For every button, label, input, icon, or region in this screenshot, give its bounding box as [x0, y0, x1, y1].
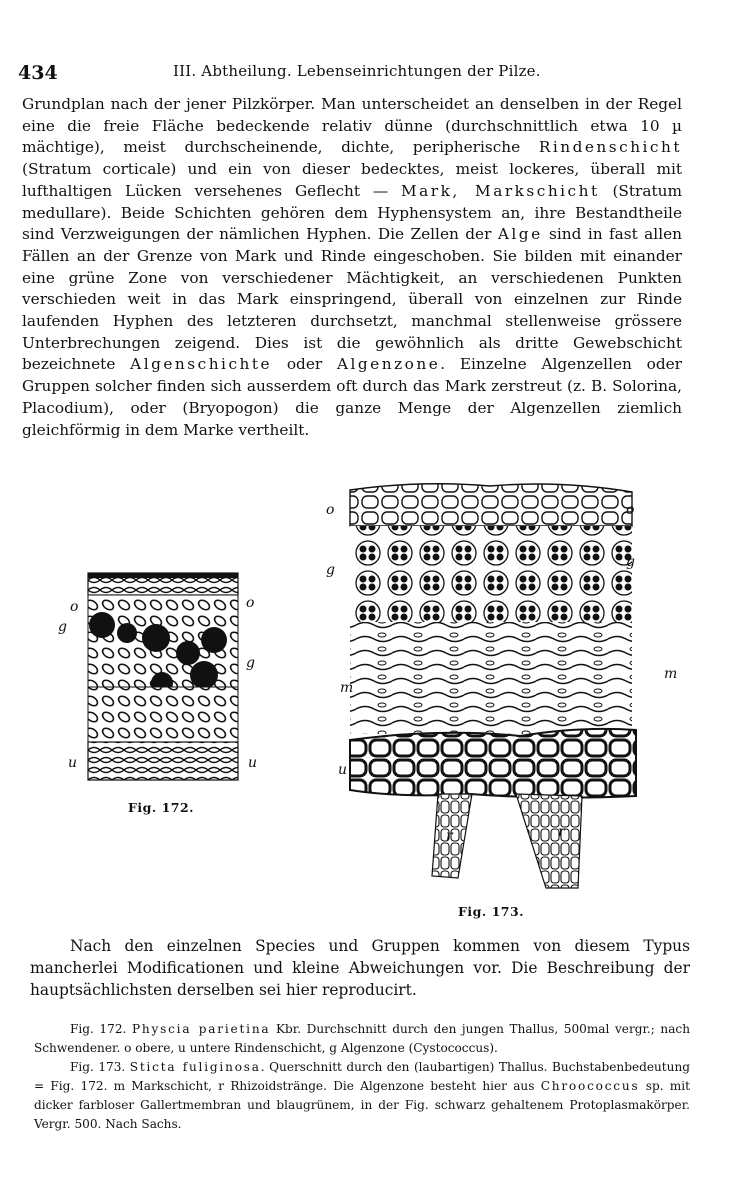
figure-172-caption: Fig. 172.: [128, 800, 195, 815]
label-m: m: [664, 666, 678, 682]
label-o: o: [626, 502, 635, 518]
text-run: (Stratum corticale) und ein von dieser bedecktes, meist lockeres, überall mit lufthaltigen Lücken versehenes Geflecht —: [22, 160, 682, 200]
figure-173: [320, 478, 690, 919]
legend-text: . Querschnitt durch den (laubartigen) Thallus. Buchstabenbedeutung = Fig. 172. m Markschicht, r Rhizoidstränge. Die Algenzone besteht hier aus: [34, 1060, 690, 1093]
text-run: Grundplan nach der jener Pilzkörper. Man unterscheidet an denselben in der Regel eine die freie Fläche bedeckende relativ dünne (durchschnittlich etwa 10 µ mächtige), meist durchscheinende, dichte, peripherische: [22, 95, 682, 157]
term-rindenschicht: Rindenschicht: [538, 138, 682, 157]
text-run: . Einzelne Algenzellen oder Gruppen solcher finden sich ausserdem oft durch das Mark zerstreut (z. B. Solorina, Placodium), oder (Bryopogon) die ganze Menge der Algenzellen ziemlich gleichförmig in dem Marke vertheilt.: [22, 355, 682, 439]
legend-text: Kbr. Durchschnitt durch den jungen Thallus, 500mal vergr.; nach Schwendener. o obere, u untere Rindenschicht, g Algenzone (Cystococcus).: [34, 1022, 690, 1055]
closing-paragraph: [30, 935, 690, 1001]
label-g: g: [326, 562, 335, 578]
species-name: Chroococcus: [540, 1079, 640, 1093]
label-u: u: [68, 755, 78, 771]
figure-173-illustration: [320, 478, 690, 898]
chapter-title: III. Abtheilung. Lebenseinrichtungen der Pilze.: [173, 62, 541, 80]
figure-172-illustration: [52, 565, 272, 795]
label-g: g: [58, 619, 67, 635]
page-number: 434: [18, 62, 58, 84]
label-m: m: [340, 680, 354, 696]
text-run: sind in fast allen Fällen an der Grenze von Mark und Rinde eingeschoben. Sie bilden mit einander eine grüne Zone von verschiedener Mächtigkeit, an verschiedenen Punkten verschieden weit in das Mark einspringend, überall von einzelnen zur Rinde laufenden Hyphen des letzteren durchsetzt, manchmal stellenweise grössere Unterbrechungen zeigend. Dies ist die gewöhnlich als dritte Gewebschicht bezeichnete: [22, 225, 682, 374]
label-r: r: [558, 824, 565, 840]
label-g: g: [246, 655, 255, 671]
legend-text: sp. mit dicker farbloser Gallertmembran und blaugrünem, in der Fig. schwarz gehaltenem Protoplasmakörper. Vergr. 500. Nach Sachs.: [34, 1079, 690, 1131]
label-o: o: [246, 595, 255, 611]
label-g: g: [626, 554, 635, 570]
label-o: o: [326, 502, 335, 518]
legend-lead: Fig. 173.: [70, 1060, 130, 1074]
text-run: oder: [272, 355, 337, 374]
legend-173: [34, 1058, 690, 1134]
legend-lead: Fig. 172.: [70, 1022, 132, 1036]
label-o: o: [70, 599, 79, 615]
legend-172: [34, 1020, 690, 1058]
label-u: u: [248, 755, 258, 771]
running-header: [18, 62, 699, 86]
species-name: Sticta fuliginosa: [129, 1060, 261, 1074]
figure-173-caption: Fig. 173.: [458, 904, 525, 919]
text-run: (Stratum medullare). Beide Schichten gehören dem Hyphensystem an, ihre Bestandtheile sind Verzweigungen der nämlichen Hyphen. Die Zellen der: [22, 181, 682, 244]
term-mark: Mark, Markschicht: [400, 181, 600, 200]
main-paragraph: [22, 94, 682, 441]
closing-text: Nach den einzelnen Species und Gruppen kommen von diesem Typus mancherlei Modificationen und kleine Abweichungen vor. Die Beschreibung der hauptsächlichsten derselben sei hier reproducirt.: [30, 937, 690, 999]
label-u: u: [338, 762, 348, 778]
label-r: r: [446, 828, 453, 844]
figure-legends: [34, 1020, 690, 1134]
term-algenschichte: Algenschichte: [130, 355, 273, 374]
species-name: Physcia parietina: [131, 1022, 271, 1036]
term-alge: Alge: [497, 225, 543, 244]
figure-172: [52, 565, 272, 815]
term-algenzone: Algenzone: [336, 355, 441, 374]
